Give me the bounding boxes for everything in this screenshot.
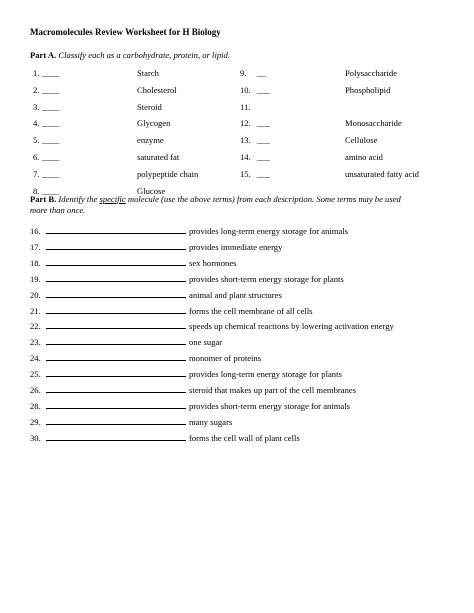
part-a-term: saturated fat bbox=[137, 152, 180, 162]
part-a-item-number: 8. bbox=[33, 185, 40, 196]
part-a-item-number: 4. bbox=[33, 118, 40, 129]
part-a-answer-blank[interactable]: ____ bbox=[42, 68, 60, 78]
part-b-answer-line[interactable] bbox=[46, 433, 186, 441]
part-a-answer-blank[interactable]: ___ bbox=[257, 152, 270, 162]
part-b-item-number: 29. bbox=[30, 416, 41, 427]
part-a-answer-blank[interactable]: ___ bbox=[257, 118, 270, 129]
part-b-item-number: 21. bbox=[30, 305, 41, 316]
part-b-row bbox=[30, 226, 348, 236]
part-b-row bbox=[30, 433, 300, 443]
part-b-answer-line[interactable] bbox=[46, 401, 186, 409]
part-b-row bbox=[30, 306, 313, 316]
part-a-term: Glucose bbox=[137, 185, 166, 196]
part-b-description: forms the cell wall of plant cells bbox=[189, 432, 300, 443]
part-b-row bbox=[30, 290, 282, 300]
part-b-row bbox=[30, 417, 232, 427]
part-a-item-number: 14. bbox=[240, 152, 251, 162]
part-a-item-number: 3. bbox=[33, 101, 40, 112]
part-b-description: many sugars bbox=[189, 416, 233, 427]
part-a-item-number: 15. bbox=[240, 168, 251, 179]
part-b-description: speeds up chemical reactions by lowering activation energy bbox=[189, 321, 394, 332]
part-b-row bbox=[30, 321, 394, 331]
part-b-description: forms the cell membrane of all cells bbox=[189, 305, 313, 316]
part-b-row bbox=[30, 385, 356, 395]
part-b-row bbox=[30, 401, 350, 411]
part-b-answer-line[interactable] bbox=[46, 417, 186, 425]
part-b-instruction-specific: specific bbox=[99, 194, 126, 204]
part-b-description: animal and plant structures bbox=[189, 289, 282, 300]
part-b-heading bbox=[30, 194, 401, 204]
part-a-item-number: 11. bbox=[240, 101, 251, 112]
part-b-item-number: 18. bbox=[30, 257, 41, 268]
part-a-answer-blank[interactable]: ____ bbox=[42, 185, 60, 196]
part-a-answer-blank[interactable]: __ bbox=[257, 68, 266, 78]
part-a-answer-blank[interactable]: ___ bbox=[257, 168, 270, 179]
part-b-row bbox=[30, 337, 222, 347]
part-b-description: monomer of proteins bbox=[189, 353, 262, 364]
part-b-item-number: 25. bbox=[30, 369, 41, 380]
part-b-instruction-1: Identify the bbox=[58, 194, 100, 204]
part-b-description: provides long-term energy storage for animals bbox=[189, 226, 349, 236]
part-a-term: Cholesterol bbox=[137, 84, 177, 95]
part-b-item-number: 28. bbox=[30, 400, 41, 411]
part-b-item-number: 19. bbox=[30, 273, 41, 284]
part-a-term: amino acid bbox=[345, 152, 383, 162]
part-a-term: enzyme bbox=[137, 135, 164, 146]
part-a-answer-blank[interactable]: ___ bbox=[257, 84, 270, 95]
part-b-row bbox=[30, 369, 342, 379]
part-b-answer-line[interactable] bbox=[46, 321, 186, 329]
part-a-item-number: 12. bbox=[240, 118, 251, 129]
part-b-row bbox=[30, 353, 261, 363]
part-a-item-number: 13. bbox=[240, 135, 251, 146]
part-a-label: Part A. bbox=[30, 50, 57, 60]
part-b-label: Part B. bbox=[30, 194, 57, 204]
part-a-answer-blank[interactable]: ____ bbox=[42, 84, 60, 95]
part-b-item-number: 26. bbox=[30, 385, 41, 395]
part-a-answer-blank[interactable]: ____ bbox=[42, 168, 60, 179]
part-a-term: polypeptide chain bbox=[137, 168, 199, 179]
part-b-instruction-2: molecule (use the above terms) from each description. Some terms may be used bbox=[125, 194, 401, 204]
part-a-item-number: 9. bbox=[240, 68, 247, 78]
part-a-item-number: 2. bbox=[33, 84, 40, 95]
part-b-description: provides immediate energy bbox=[189, 241, 283, 252]
part-a-term: unsaturated fatty acid bbox=[345, 168, 419, 179]
part-a-item-number: 1. bbox=[33, 68, 40, 78]
worksheet-title: Macromolecules Review Worksheet for H Biology bbox=[30, 27, 221, 37]
part-b-item-number: 17. bbox=[30, 241, 41, 252]
part-b-row bbox=[30, 274, 344, 284]
part-b-description: provides long-term energy storage for plants bbox=[189, 369, 342, 380]
part-a-item-number: 5. bbox=[33, 135, 40, 146]
part-b-item-number: 20. bbox=[30, 289, 41, 300]
part-b-answer-line[interactable] bbox=[46, 306, 186, 314]
part-a-answer-blank[interactable]: ____ bbox=[42, 152, 60, 162]
part-b-answer-line[interactable] bbox=[46, 258, 186, 266]
part-a-answer-blank[interactable]: ____ bbox=[42, 101, 60, 112]
part-b-item-number: 30. bbox=[30, 432, 41, 443]
part-a-item-number: 6. bbox=[33, 152, 40, 162]
part-a-term: Steroid bbox=[137, 101, 162, 112]
part-b-item-number: 24. bbox=[30, 353, 41, 364]
part-a-term: Cellulose bbox=[345, 135, 378, 146]
part-a-heading bbox=[30, 50, 230, 60]
part-a-term: Monosaccharide bbox=[345, 118, 402, 129]
part-b-answer-line[interactable] bbox=[46, 274, 186, 282]
part-a-answer-blank[interactable]: ___ bbox=[257, 135, 270, 146]
part-b-answer-line[interactable] bbox=[46, 242, 186, 250]
part-a-item-number: 7. bbox=[33, 168, 40, 179]
part-b-answer-line[interactable] bbox=[46, 353, 186, 361]
part-a-instruction: Classify each as a carbohydrate, protein, or lipid. bbox=[58, 50, 230, 60]
part-b-answer-line[interactable] bbox=[46, 337, 186, 345]
part-b-answer-line[interactable] bbox=[46, 385, 186, 393]
part-a-term: Phospholipid bbox=[345, 84, 391, 95]
part-b-description: provides short-term energy storage for plants bbox=[189, 273, 344, 284]
part-a-answer-blank[interactable]: ____ bbox=[42, 135, 60, 146]
part-b-item-number: 23. bbox=[30, 337, 41, 348]
part-b-description: steroid that makes up part of the cell membranes bbox=[189, 385, 357, 395]
part-b-item-number: 16. bbox=[30, 226, 41, 236]
part-b-description: sex hormones bbox=[189, 257, 237, 268]
part-b-answer-line[interactable] bbox=[46, 369, 186, 377]
part-b-answer-line[interactable] bbox=[46, 226, 186, 234]
part-b-row bbox=[30, 258, 237, 268]
part-a-term: Polysaccharide bbox=[345, 68, 398, 78]
part-b-row bbox=[30, 242, 282, 252]
part-a-term: Starch bbox=[137, 68, 159, 78]
part-b-item-number: 22. bbox=[30, 321, 41, 332]
part-a-term: Glycogen bbox=[137, 118, 171, 129]
part-b-description: provides short-term energy storage for animals bbox=[189, 400, 350, 411]
part-a-answer-blank[interactable]: ____ bbox=[42, 118, 60, 129]
part-b-description: one sugar bbox=[189, 337, 223, 348]
part-b-instruction-3: more than once. bbox=[30, 205, 86, 215]
part-b-answer-line[interactable] bbox=[46, 290, 186, 298]
part-a-item-number: 10. bbox=[240, 84, 251, 95]
